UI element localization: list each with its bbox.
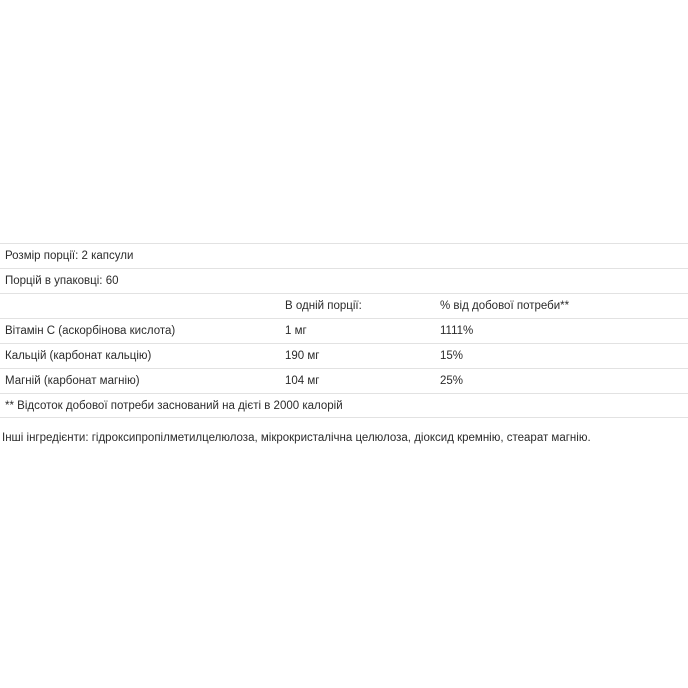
table-row: [0, 368, 688, 393]
per-serving-header: В одній порції:: [285, 300, 362, 312]
table-row: [0, 343, 688, 368]
nutrient-dv: 1111%: [440, 325, 474, 337]
nutrient-dv: 15%: [440, 350, 464, 362]
nutrient-name: Кальцій (карбонат кальцію): [5, 350, 152, 362]
table-row: [0, 318, 688, 343]
nutrient-name: Вітамін С (аскорбінова кислота): [5, 325, 176, 337]
daily-value-header: % від добової потреби**: [440, 300, 570, 312]
servings-per-container-row: [0, 268, 688, 293]
nutrient-dv: 25%: [440, 375, 464, 387]
other-ingredients: Інші інгредієнти: гідроксипропілметилцелюлоза, мікрокристалічна целюлоза, діоксид кремнію, стеарат магнію.: [2, 432, 591, 444]
servings-per-container: Порцій в упаковці: 60: [5, 275, 119, 287]
supplement-facts-table: [0, 243, 688, 418]
table-header-row: [0, 293, 688, 318]
serving-size-row: [0, 243, 688, 268]
nutrient-amount: 1 мг: [285, 325, 307, 337]
nutrient-name: Магній (карбонат магнію): [5, 375, 140, 387]
footnote-row: [0, 393, 688, 418]
serving-size: Розмір порції: 2 капсули: [5, 250, 134, 262]
footnote: ** Відсоток добової потреби заснований на дієті в 2000 калорій: [5, 400, 343, 412]
nutrient-amount: 190 мг: [285, 350, 320, 362]
nutrient-amount: 104 мг: [285, 375, 320, 387]
